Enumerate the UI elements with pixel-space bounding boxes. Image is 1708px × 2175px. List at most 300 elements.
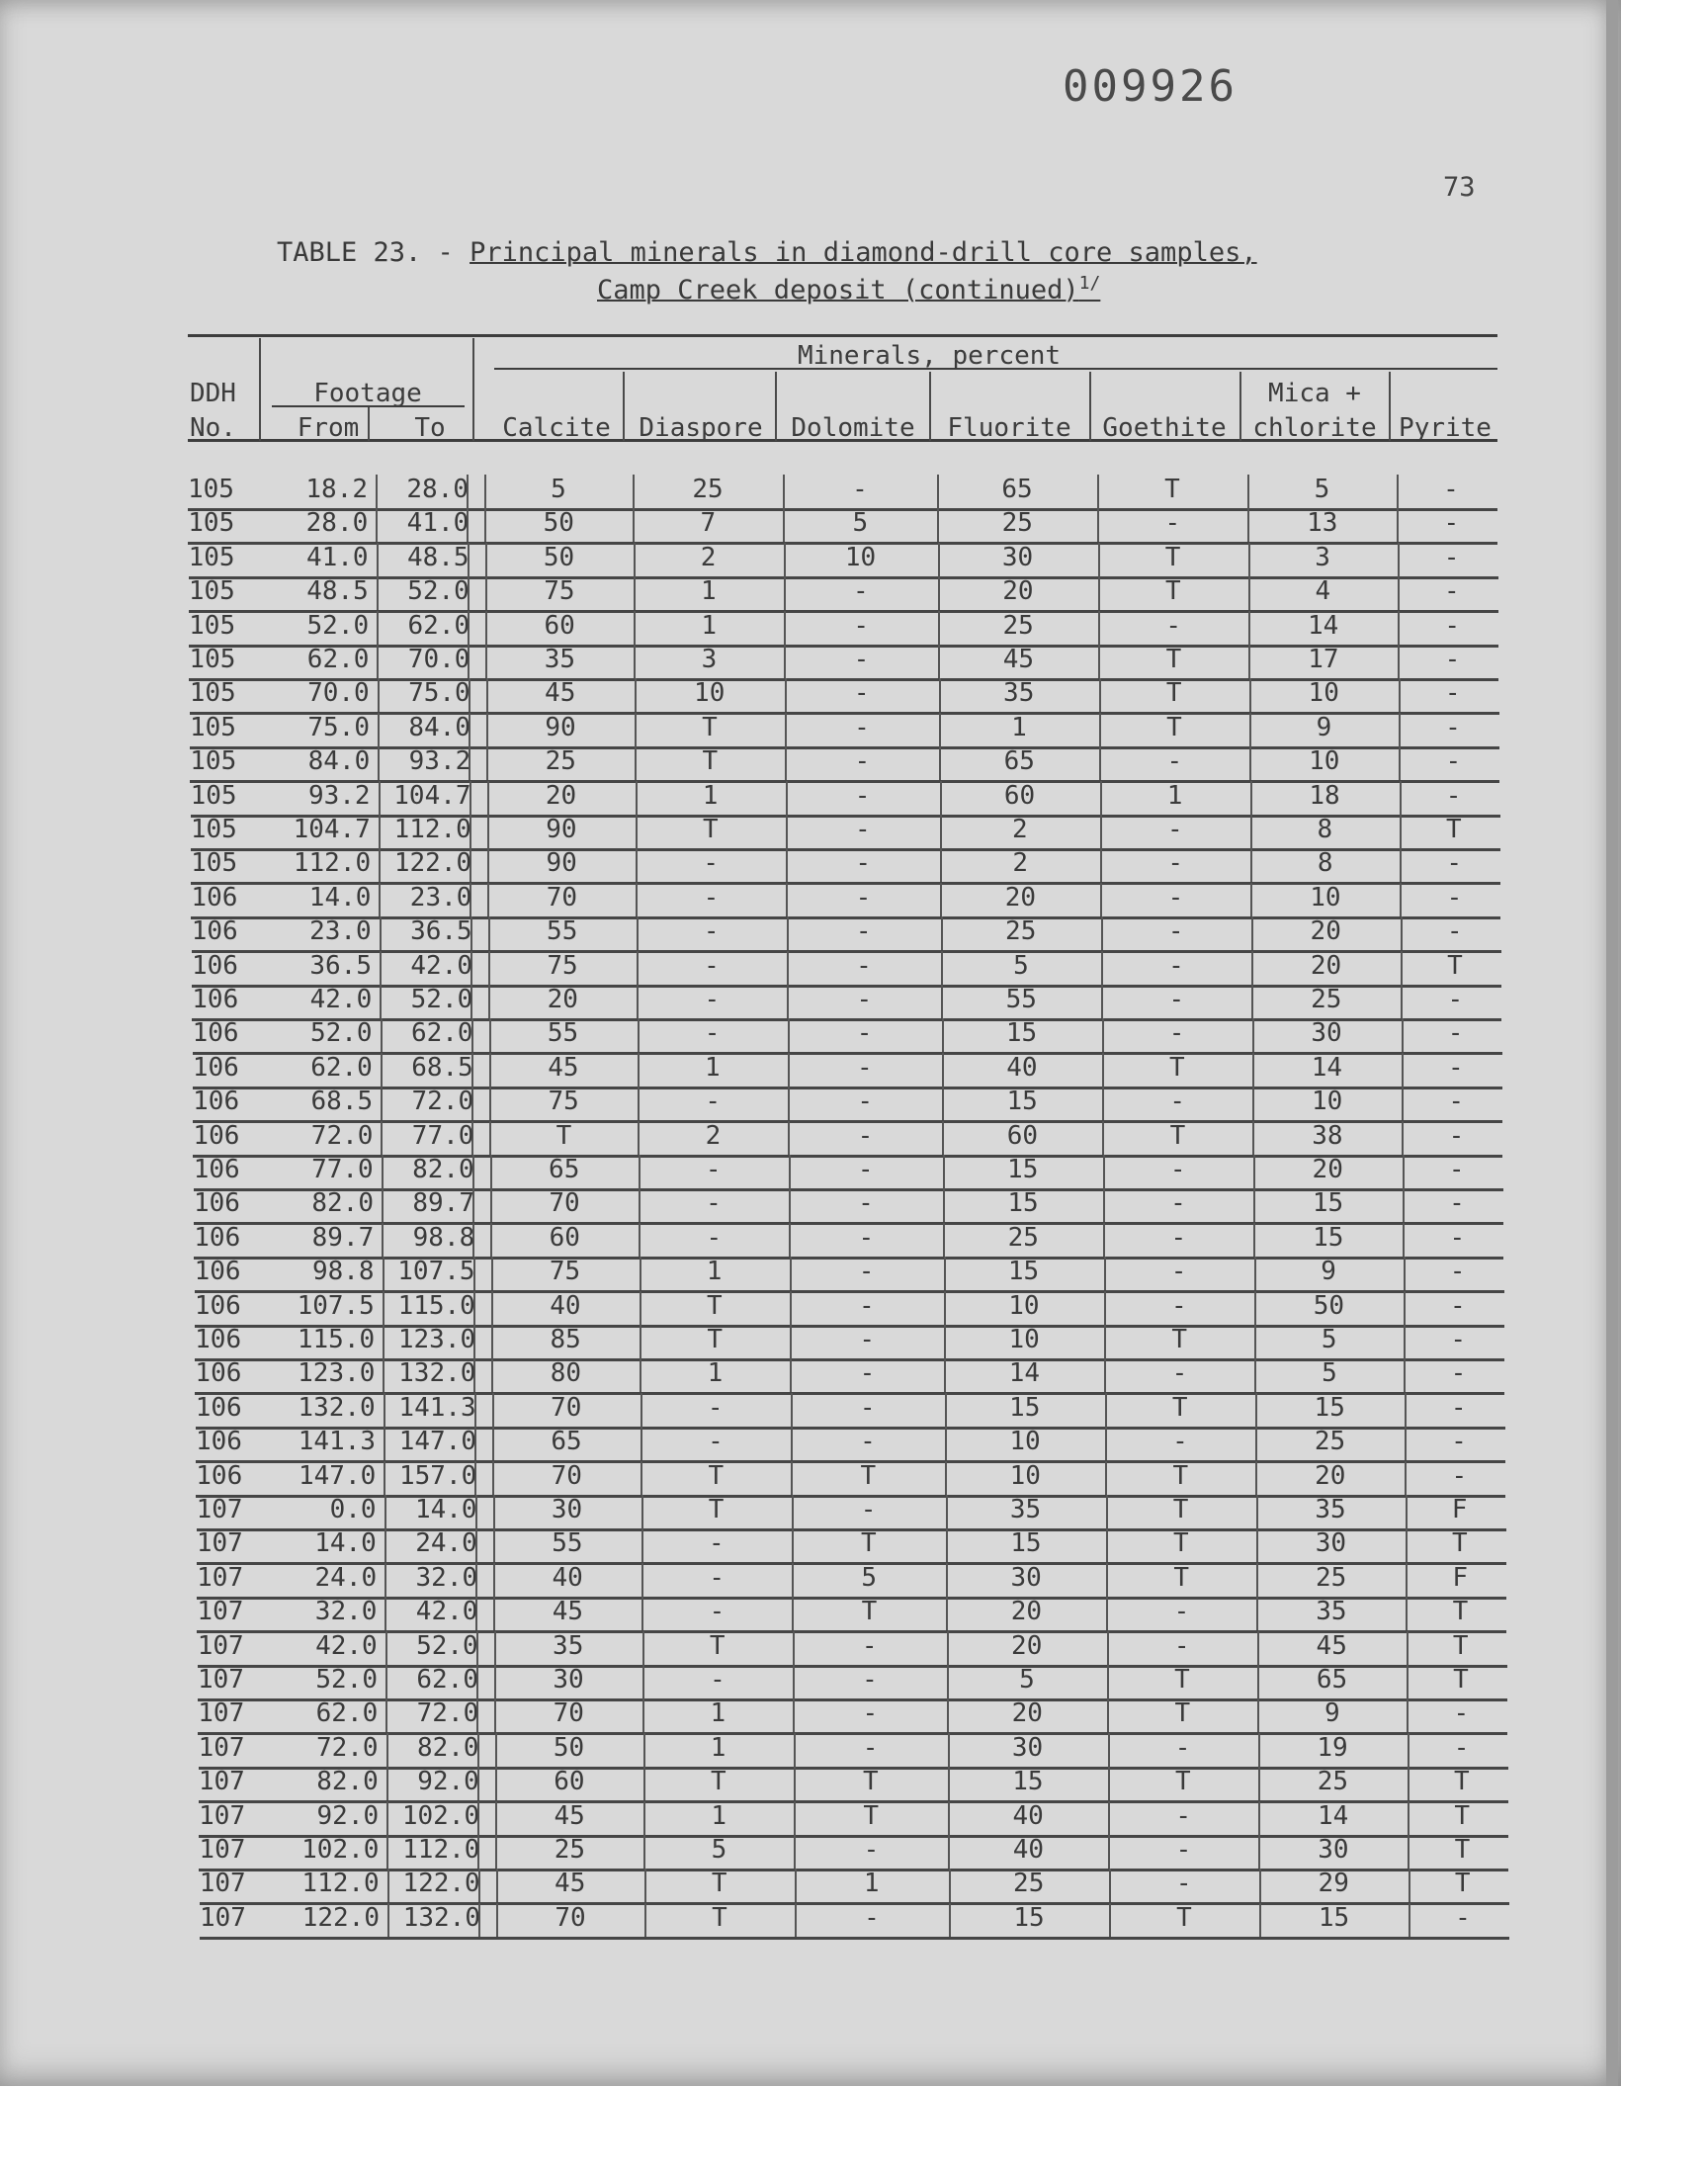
header-divider (1089, 372, 1091, 441)
fluorite-cell: 20 (1010, 1597, 1043, 1627)
table-row (189, 543, 1498, 579)
from-cell: 75.0 (307, 712, 370, 742)
goethite-cell: T (1173, 1528, 1189, 1559)
mica-chlorite-cell: 18 (1309, 780, 1340, 811)
from-cell: 52.0 (315, 1665, 378, 1695)
diaspore-cell: 5 (711, 1835, 727, 1865)
diaspore-cell: T (712, 1902, 727, 1933)
diaspore-cell: - (709, 1562, 725, 1593)
ddh-cell: 105 (191, 848, 238, 879)
goethite-cell: - (1167, 815, 1183, 844)
header-footage: Footage (313, 379, 422, 408)
goethite-cell: T (1164, 542, 1181, 572)
table-row (190, 713, 1499, 749)
to-cell: 52.0 (410, 985, 473, 1014)
table-row (194, 1223, 1503, 1260)
table-row (195, 1291, 1504, 1328)
ddh-cell: 107 (198, 1732, 245, 1763)
goethite-cell: - (1175, 1800, 1191, 1831)
mica-chlorite-cell: 20 (1310, 950, 1342, 981)
diaspore-cell: - (709, 1597, 726, 1627)
goethite-cell: - (1167, 848, 1183, 879)
to-cell: 147.0 (398, 1427, 476, 1457)
diaspore-cell: - (709, 1528, 725, 1559)
pyrite-cell: T (1452, 1597, 1469, 1627)
goethite-cell: - (1168, 1018, 1185, 1049)
pyrite-cell: - (1448, 1155, 1465, 1184)
calcite-cell: 30 (551, 1495, 583, 1524)
dolomite-cell: - (853, 645, 870, 674)
to-cell: 42.0 (410, 950, 472, 981)
mica-chlorite-cell: 65 (1316, 1665, 1348, 1695)
goethite-cell: T (1175, 1767, 1191, 1797)
pyrite-cell: T (1454, 1835, 1471, 1865)
to-cell: 24.0 (415, 1528, 477, 1559)
calcite-cell: 45 (555, 1869, 586, 1899)
fluorite-cell: 15 (1006, 1087, 1038, 1117)
goethite-cell: T (1172, 1495, 1189, 1524)
calcite-cell: 35 (553, 1630, 584, 1661)
ddh-cell: 105 (190, 815, 237, 844)
goethite-cell: 1 (1166, 780, 1183, 811)
goethite-cell: T (1165, 576, 1181, 607)
to-cell: 77.0 (411, 1120, 474, 1151)
dolomite-cell: 1 (863, 1869, 880, 1899)
from-cell: 102.0 (301, 1835, 380, 1865)
from-cell: 70.0 (307, 678, 370, 709)
header-divider (259, 338, 261, 441)
pyrite-cell: - (1451, 1427, 1467, 1457)
pyrite-cell: T (1454, 1767, 1470, 1797)
diaspore-cell: - (704, 985, 721, 1014)
pyrite-cell: - (1453, 1732, 1470, 1763)
dolomite-cell: - (856, 985, 873, 1014)
table-row (195, 1358, 1504, 1395)
ddh-cell: 106 (192, 985, 239, 1014)
ddh-cell: 106 (193, 1120, 240, 1151)
goethite-cell: - (1173, 1597, 1190, 1627)
table-row (193, 1018, 1502, 1055)
page-number: 73 (1443, 172, 1476, 203)
to-cell: 28.0 (406, 475, 469, 504)
ddh-cell: 105 (190, 746, 237, 777)
dolomite-cell: 5 (861, 1562, 877, 1593)
mica-chlorite-cell: 25 (1311, 985, 1342, 1014)
from-cell: 104.7 (293, 815, 371, 844)
to-cell: 62.0 (416, 1665, 478, 1695)
pyrite-cell: - (1443, 475, 1459, 504)
mica-chlorite-cell: 15 (1314, 1392, 1345, 1423)
goethite-cell: - (1169, 1087, 1185, 1117)
table-row (191, 848, 1500, 885)
dolomite-cell: - (855, 882, 872, 913)
dolomite-cell: - (856, 1018, 873, 1049)
ddh-cell: 106 (196, 1460, 243, 1491)
mica-chlorite-cell: 8 (1317, 815, 1333, 844)
calcite-cell: 60 (544, 610, 575, 641)
ddh-cell: 106 (192, 950, 238, 981)
from-cell: 14.0 (314, 1528, 377, 1559)
goethite-cell: - (1171, 1290, 1187, 1321)
calcite-cell: 20 (547, 985, 578, 1014)
dolomite-cell: - (864, 1902, 880, 1933)
pyrite-cell: - (1448, 1120, 1465, 1151)
fluorite-cell: 20 (1011, 1698, 1043, 1729)
pyrite-cell: - (1453, 1698, 1470, 1729)
ddh-cell: 106 (194, 1222, 241, 1253)
fluorite-cell: 2 (1012, 848, 1028, 879)
goethite-cell: T (1173, 1562, 1189, 1593)
diaspore-cell: T (709, 1630, 726, 1661)
pyrite-cell: T (1454, 1800, 1470, 1831)
pyrite-cell: - (1450, 1290, 1466, 1321)
dolomite-cell: - (861, 1630, 878, 1661)
from-cell: 14.0 (308, 882, 372, 913)
ddh-cell: 106 (195, 1392, 242, 1423)
to-cell: 62.0 (407, 610, 470, 641)
fluorite-cell: 30 (1011, 1732, 1044, 1763)
from-cell: 115.0 (297, 1325, 376, 1354)
dolomite-cell: - (862, 1698, 879, 1729)
fluorite-cell: 25 (1001, 508, 1033, 539)
pyrite-cell: T (1452, 1528, 1468, 1559)
table-row (197, 1495, 1506, 1531)
ddh-cell: 106 (191, 882, 238, 913)
to-cell: 52.0 (416, 1630, 478, 1661)
from-cell: 92.0 (316, 1800, 380, 1831)
to-cell: 23.0 (409, 882, 472, 913)
fluorite-cell: 60 (1003, 780, 1036, 811)
calcite-cell: 60 (554, 1767, 585, 1797)
dolomite-cell: - (855, 916, 872, 947)
fluorite-cell: 35 (1009, 1495, 1042, 1524)
mica-chlorite-cell: 30 (1315, 1528, 1346, 1559)
fluorite-cell: 60 (1006, 1120, 1039, 1151)
diaspore-cell: - (706, 1222, 723, 1253)
fluorite-cell: 15 (1013, 1902, 1045, 1933)
footnote-marker: 1/ (1078, 273, 1101, 294)
diaspore-cell: 1 (702, 780, 719, 811)
dolomite-cell: - (863, 1835, 880, 1865)
mica-chlorite-cell: 8 (1317, 848, 1333, 879)
to-cell: 42.0 (415, 1597, 478, 1627)
dolomite-cell: - (852, 475, 868, 504)
goethite-cell: - (1169, 1155, 1186, 1184)
to-cell: 41.0 (406, 508, 470, 539)
pyrite-cell: - (1443, 508, 1460, 539)
dolomite-cell: - (858, 1257, 875, 1287)
table-row (198, 1631, 1507, 1668)
goethite-cell: T (1171, 1392, 1188, 1423)
mica-chlorite-cell: 14 (1311, 1052, 1342, 1083)
to-cell: 82.0 (412, 1155, 474, 1184)
to-cell: 132.0 (398, 1358, 476, 1389)
mica-chlorite-cell: 25 (1317, 1767, 1348, 1797)
from-cell: 123.0 (298, 1358, 376, 1389)
document-number: 009926 (1063, 61, 1238, 112)
calcite-cell: 45 (554, 1800, 585, 1831)
from-cell: 41.0 (305, 542, 369, 572)
fluorite-cell: 10 (1008, 1325, 1040, 1354)
dolomite-cell: - (857, 1087, 873, 1117)
header-divider (1389, 372, 1391, 441)
dolomite-cell: - (857, 1155, 874, 1184)
ddh-cell: 106 (192, 1018, 239, 1049)
goethite-cell: T (1164, 475, 1180, 504)
table-row (196, 1461, 1505, 1498)
fluorite-cell: 55 (1005, 985, 1037, 1014)
header-goethite: Goethite (1102, 413, 1227, 443)
table-title-prefix: TABLE 23. - (277, 237, 470, 268)
table-row (197, 1597, 1506, 1633)
diaspore-cell: - (706, 1188, 722, 1219)
from-cell: 82.0 (316, 1767, 379, 1797)
goethite-cell: - (1175, 1869, 1192, 1899)
header-from: From (297, 413, 360, 443)
calcite-cell: 65 (549, 1155, 580, 1184)
from-cell: 62.0 (306, 645, 370, 674)
from-cell: 77.0 (311, 1155, 374, 1184)
pyrite-cell: - (1444, 576, 1460, 607)
ddh-cell: 107 (196, 1528, 243, 1559)
calcite-cell: 90 (546, 815, 577, 844)
diaspore-cell: T (703, 815, 719, 844)
dolomite-cell: T (863, 1800, 879, 1831)
ddh-cell: 105 (189, 610, 236, 641)
header-ddh-no: No. (190, 413, 236, 443)
from-cell: 89.7 (311, 1222, 375, 1253)
dolomite-cell: - (858, 1222, 875, 1253)
ddh-cell: 107 (199, 1800, 246, 1831)
diaspore-cell: T (702, 746, 719, 777)
to-cell: 48.5 (406, 542, 470, 572)
ddh-cell: 105 (188, 475, 234, 504)
fluorite-cell: 40 (1012, 1800, 1044, 1831)
dolomite-cell: T (860, 1460, 877, 1491)
to-cell: 123.0 (397, 1325, 476, 1354)
to-cell: 32.0 (415, 1562, 478, 1593)
header-divider (1239, 372, 1241, 441)
from-cell: 52.0 (309, 1018, 373, 1049)
calcite-cell: 40 (550, 1290, 581, 1321)
header-divider (368, 407, 370, 441)
from-cell: 112.0 (301, 1869, 380, 1899)
fluorite-cell: 15 (1007, 1188, 1039, 1219)
table-subtitle-text: Camp Creek deposit (continued) (597, 275, 1079, 305)
diaspore-cell: T (708, 1460, 725, 1491)
calcite-cell: T (555, 1120, 572, 1151)
header-fluorite: Fluorite (947, 413, 1071, 443)
pyrite-cell: - (1447, 1018, 1464, 1049)
ddh-cell: 106 (194, 1257, 241, 1287)
calcite-cell: 50 (553, 1732, 585, 1763)
pyrite-cell: - (1450, 1325, 1466, 1354)
ddh-cell: 106 (194, 1290, 241, 1321)
table-row (193, 1121, 1502, 1158)
from-cell: 84.0 (307, 746, 371, 777)
from-cell: 122.0 (301, 1902, 380, 1933)
mica-chlorite-cell: 5 (1314, 475, 1330, 504)
to-cell: 75.0 (408, 678, 470, 709)
ddh-cell: 105 (188, 508, 235, 539)
fluorite-cell: 30 (1001, 542, 1034, 572)
dolomite-cell: - (853, 576, 869, 607)
table-top-rule (188, 334, 1497, 337)
mica-chlorite-cell: 15 (1313, 1222, 1344, 1253)
calcite-cell: 75 (549, 1257, 581, 1287)
table-row (199, 1801, 1508, 1838)
fluorite-cell: 15 (1010, 1528, 1042, 1559)
goethite-cell: - (1168, 950, 1184, 981)
calcite-cell: 70 (546, 882, 578, 913)
mica-chlorite-cell: 50 (1313, 1290, 1344, 1321)
diaspore-cell: 1 (707, 1358, 724, 1389)
to-cell: 115.0 (397, 1290, 475, 1321)
pyrite-cell: F (1452, 1562, 1468, 1593)
calcite-cell: 45 (545, 678, 576, 709)
diaspore-cell: 7 (700, 508, 717, 539)
from-cell: 28.0 (305, 508, 369, 539)
goethite-cell: - (1165, 610, 1181, 641)
table-title-main: Principal minerals in diamond-drill core samples, (470, 237, 1257, 268)
table-row (188, 475, 1497, 511)
pyrite-cell: T (1453, 1665, 1469, 1695)
mica-chlorite-cell: 35 (1316, 1597, 1347, 1627)
table-subtitle (597, 273, 1100, 305)
to-cell: 72.0 (416, 1698, 479, 1729)
goethite-cell: - (1164, 508, 1181, 539)
mica-chlorite-cell: 10 (1311, 1087, 1343, 1117)
ddh-cell: 106 (193, 1155, 240, 1184)
dolomite-cell: - (860, 1495, 877, 1524)
diaspore-cell: T (711, 1767, 726, 1797)
dolomite-cell: - (862, 1732, 879, 1763)
dolomite-cell: - (855, 815, 871, 844)
ddh-cell: 105 (188, 576, 235, 607)
mica-chlorite-cell: 10 (1308, 678, 1339, 709)
dolomite-cell: - (854, 746, 871, 777)
pyrite-cell: - (1449, 1222, 1466, 1253)
to-cell: 112.0 (402, 1835, 480, 1865)
page-edge-shadow (1606, 0, 1618, 2086)
goethite-cell: - (1167, 882, 1184, 913)
to-cell: 141.3 (398, 1392, 476, 1423)
header-ddh: DDH (190, 379, 236, 408)
table-row (192, 916, 1501, 953)
fluorite-cell: 20 (1004, 882, 1037, 913)
ddh-cell: 105 (189, 645, 236, 674)
pyrite-cell: - (1448, 1087, 1464, 1117)
diaspore-cell: T (708, 1495, 725, 1524)
fluorite-cell: 45 (1002, 645, 1035, 674)
mica-chlorite-cell: 20 (1310, 916, 1341, 947)
mica-chlorite-cell: 15 (1318, 1902, 1350, 1933)
table-row (193, 1053, 1502, 1089)
goethite-cell: - (1173, 1630, 1190, 1661)
from-cell: 36.5 (309, 950, 372, 981)
to-cell: 107.5 (397, 1257, 475, 1287)
table-row (197, 1528, 1506, 1565)
goethite-cell: - (1170, 1188, 1186, 1219)
pyrite-cell: T (1446, 815, 1462, 844)
calcite-cell: 55 (552, 1528, 583, 1559)
calcite-cell: 75 (544, 576, 575, 607)
diaspore-cell: - (703, 916, 720, 947)
ddh-cell: 106 (195, 1325, 242, 1354)
header-pyrite: Pyrite (1399, 413, 1492, 443)
calcite-cell: 25 (545, 746, 576, 777)
ddh-cell: 107 (198, 1698, 245, 1729)
calcite-cell: 25 (554, 1835, 586, 1865)
diaspore-cell: 2 (705, 1120, 722, 1151)
header-calcite: Calcite (502, 413, 611, 443)
header-divider (472, 338, 474, 441)
from-cell: 42.0 (315, 1630, 378, 1661)
pyrite-cell: - (1447, 985, 1464, 1014)
calcite-cell: 70 (551, 1392, 582, 1423)
diaspore-cell: - (705, 1155, 722, 1184)
diaspore-cell: 25 (692, 475, 724, 504)
pyrite-cell: T (1454, 1869, 1471, 1899)
ddh-cell: 107 (200, 1902, 246, 1933)
calcite-cell: 30 (553, 1665, 584, 1695)
ddh-cell: 107 (197, 1630, 244, 1661)
ddh-cell: 107 (199, 1835, 246, 1865)
to-cell: 52.0 (407, 576, 470, 607)
diaspore-cell: - (708, 1427, 724, 1457)
to-cell: 102.0 (401, 1800, 480, 1831)
goethite-cell: - (1170, 1222, 1187, 1253)
ddh-cell: 106 (194, 1188, 240, 1219)
diaspore-cell: 10 (694, 678, 726, 709)
calcite-cell: 50 (543, 542, 575, 572)
table-row (195, 1325, 1504, 1361)
from-cell: 62.0 (315, 1698, 379, 1729)
mica-chlorite-cell: 5 (1321, 1325, 1337, 1354)
to-cell: 122.0 (393, 848, 472, 879)
from-cell: 93.2 (307, 780, 371, 811)
table-row (194, 1155, 1503, 1191)
diaspore-cell: 1 (705, 1052, 721, 1083)
dolomite-cell: - (855, 848, 871, 879)
dolomite-cell: - (857, 1120, 874, 1151)
dolomite-cell: - (859, 1358, 876, 1389)
mica-chlorite-cell: 19 (1317, 1732, 1348, 1763)
calcite-cell: 90 (545, 712, 576, 742)
pyrite-cell: F (1451, 1495, 1468, 1524)
table-row (189, 576, 1498, 613)
pyrite-cell: - (1444, 678, 1461, 709)
goethite-cell: T (1169, 1120, 1186, 1151)
dolomite-cell: - (859, 1392, 876, 1423)
table-row (189, 645, 1498, 681)
table-row (192, 951, 1501, 988)
fluorite-cell: 15 (1009, 1392, 1041, 1423)
from-cell: 112.0 (293, 848, 372, 879)
mica-chlorite-cell: 9 (1316, 712, 1332, 742)
dolomite-cell: - (860, 1427, 876, 1457)
header-diaspore: Diaspore (639, 413, 763, 443)
ddh-cell: 107 (199, 1869, 246, 1899)
pyrite-cell: T (1452, 1630, 1469, 1661)
mica-chlorite-cell: 45 (1316, 1630, 1347, 1661)
dolomite-cell: - (859, 1325, 875, 1354)
calcite-cell: 75 (547, 950, 578, 981)
diaspore-cell: 1 (706, 1257, 723, 1287)
mica-chlorite-cell: 14 (1317, 1800, 1349, 1831)
ddh-cell: 105 (188, 542, 235, 572)
table-row (190, 746, 1499, 783)
